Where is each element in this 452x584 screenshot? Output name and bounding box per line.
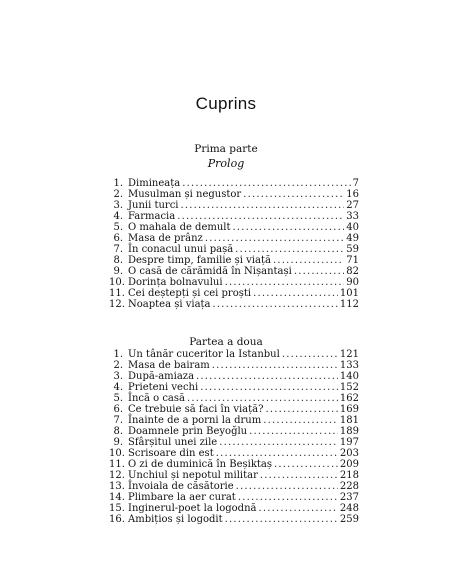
dot-leader — [205, 233, 344, 244]
toc-entry-page: 228 — [339, 481, 359, 492]
toc-entry-page: 189 — [339, 426, 359, 437]
toc-entry[interactable] — [109, 481, 359, 492]
toc-entry[interactable] — [109, 178, 359, 189]
toc-entry[interactable] — [109, 360, 359, 371]
toc-entry-page: 7 — [352, 178, 359, 189]
toc-entry-number: 3. — [113, 200, 123, 211]
toc-entry-number: 10. — [109, 448, 125, 459]
dot-leader — [187, 393, 338, 404]
toc-entry-label: Inginerul-poet la logodnă — [128, 503, 257, 514]
toc-entry[interactable] — [109, 448, 359, 459]
toc-entry[interactable] — [109, 222, 359, 233]
toc-entry-page: 49 — [346, 233, 359, 244]
toc-entry-number: 11. — [109, 459, 125, 470]
toc-entry-page: 82 — [346, 266, 359, 277]
toc-entry-label: O mahala de demult — [128, 222, 231, 233]
dot-leader — [294, 266, 344, 277]
toc-entry[interactable] — [109, 349, 359, 360]
toc-entry-page: 121 — [339, 349, 359, 360]
toc-entry-label: Învoiala de căsătorie — [128, 481, 234, 492]
toc-entry-page: 162 — [339, 393, 359, 404]
toc-entry[interactable] — [109, 211, 359, 222]
dot-leader — [182, 178, 350, 189]
toc-entry-number: 6. — [113, 233, 123, 244]
toc-entry-number: 8. — [113, 255, 123, 266]
toc-entry-number: 2. — [113, 360, 123, 371]
toc-entry-number: 1. — [113, 178, 123, 189]
toc-entry-page: 27 — [346, 200, 359, 211]
toc-entry[interactable] — [109, 288, 359, 299]
toc-entry-label: Masa de bairam — [128, 360, 210, 371]
toc-entry-label: Înainte de a porni la drum — [128, 415, 262, 426]
toc-entry[interactable] — [109, 255, 359, 266]
toc-entry-page: 237 — [339, 492, 359, 503]
toc-entry-label: Prieteni vechi — [128, 382, 199, 393]
dot-leader — [282, 349, 338, 360]
toc-entry-number: 1. — [113, 349, 123, 360]
toc-entry-label: Cei deștepți și cei proști — [128, 288, 252, 299]
toc-entry-page: 248 — [339, 503, 359, 514]
toc-entry[interactable] — [109, 244, 359, 255]
toc-entry-page: 140 — [339, 371, 359, 382]
dot-leader — [235, 244, 344, 255]
toc-entry-page: 203 — [339, 448, 359, 459]
toc-list-part-two — [109, 349, 359, 525]
toc-entry-label: Junii turci — [128, 200, 179, 211]
toc-entry-number: 3. — [113, 371, 123, 382]
dot-leader — [181, 200, 345, 211]
dot-leader — [258, 503, 337, 514]
dot-leader — [238, 492, 338, 503]
toc-entry[interactable] — [109, 404, 359, 415]
dot-leader — [219, 437, 338, 448]
toc-entry-number: 4. — [113, 382, 123, 393]
toc-entry-page: 59 — [346, 244, 359, 255]
toc-entry-page: 169 — [339, 404, 359, 415]
toc-entry[interactable] — [109, 189, 359, 200]
dot-leader — [236, 481, 338, 492]
toc-entry-number: 9. — [113, 437, 123, 448]
toc-entry-label: Masa de prânz — [128, 233, 203, 244]
toc-entry-page: 218 — [339, 470, 359, 481]
part-one-heading: Prima parte — [194, 143, 258, 155]
toc-entry[interactable] — [109, 277, 359, 288]
toc-entry[interactable] — [109, 299, 359, 310]
dot-leader — [177, 211, 344, 222]
toc-entry-number: 6. — [113, 404, 123, 415]
toc-entry-label: Scrisoare din est — [128, 448, 214, 459]
toc-entry-label: Dorința bolnavului — [128, 277, 223, 288]
toc-entry[interactable] — [109, 426, 359, 437]
toc-entry[interactable] — [109, 266, 359, 277]
toc-entry[interactable] — [109, 459, 359, 470]
toc-entry-page: 197 — [339, 437, 359, 448]
toc-entry[interactable] — [109, 382, 359, 393]
toc-entry-number: 12. — [109, 470, 125, 481]
toc-entry-label: Dimineața — [128, 178, 181, 189]
toc-entry-number: 7. — [113, 244, 123, 255]
toc-entry-label: Musulman și negustor — [128, 189, 242, 200]
part-two-heading: Partea a doua — [189, 336, 263, 348]
toc-entry[interactable] — [109, 393, 359, 404]
toc-entry-number: 5. — [113, 393, 123, 404]
toc-entry-page: 90 — [346, 277, 359, 288]
toc-entry[interactable] — [109, 437, 359, 448]
dot-leader — [274, 459, 338, 470]
toc-entry-page: 40 — [346, 222, 359, 233]
dot-leader — [212, 360, 338, 371]
toc-entry-label: O casă de cărămidă în Nișantași — [128, 266, 292, 277]
toc-entry-page: 209 — [339, 459, 359, 470]
toc-entry-label: Un tânăr cuceritor la Istanbul — [128, 349, 280, 360]
toc-entry-number: 11. — [109, 288, 125, 299]
toc-entry-label: Farmacia — [128, 211, 176, 222]
toc-entry-label: Încă o casă — [128, 393, 185, 404]
dot-leader — [243, 189, 344, 200]
dot-leader — [225, 514, 338, 525]
dot-leader — [253, 288, 338, 299]
toc-entry-number: 5. — [113, 222, 123, 233]
toc-entry[interactable] — [109, 371, 359, 382]
toc-entry-page: 71 — [346, 255, 359, 266]
dot-leader — [263, 415, 338, 426]
dot-leader — [216, 448, 338, 459]
toc-entry-number: 4. — [113, 211, 123, 222]
toc-entry-number: 2. — [113, 189, 123, 200]
toc-entry-label: Ambițios și logodit — [128, 514, 223, 525]
toc-entry-label: Ce trebuie să faci în viață? — [128, 404, 264, 415]
toc-entry-number: 9. — [113, 266, 123, 277]
page-title: Cuprins — [195, 94, 257, 113]
toc-entry-number: 7. — [113, 415, 123, 426]
toc-entry-label: Doamnele prin Beyoğlu — [128, 426, 248, 437]
toc-entry-number: 8. — [113, 426, 123, 437]
toc-entry-page: 181 — [339, 415, 359, 426]
toc-entry[interactable] — [109, 492, 359, 503]
toc-entry[interactable] — [109, 233, 359, 244]
toc-entry-page: 33 — [346, 211, 359, 222]
toc-entry-label: După-amiaza — [128, 371, 195, 382]
toc-entry-label: În conacul unui pașă — [128, 244, 234, 255]
toc-entry-number: 14. — [109, 492, 125, 503]
toc-entry[interactable] — [109, 470, 359, 481]
toc-entry-page: 16 — [346, 189, 359, 200]
toc-entry-page: 152 — [339, 382, 359, 393]
toc-entry-label: Despre timp, familie și viață — [128, 255, 271, 266]
dot-leader — [233, 222, 345, 233]
toc-entry-label: O zi de duminică în Beșiktaș — [128, 459, 273, 470]
toc-entry-label: Unchiul și nepotul militar — [128, 470, 258, 481]
dot-leader — [260, 470, 338, 481]
toc-entry[interactable] — [109, 503, 359, 514]
toc-entry-number: 15. — [109, 503, 125, 514]
toc-entry[interactable] — [109, 514, 359, 525]
toc-entry-page: 112 — [339, 299, 359, 310]
toc-entry[interactable] — [109, 200, 359, 211]
toc-entry-label: Sfârșitul unei zile — [128, 437, 218, 448]
dot-leader — [200, 382, 338, 393]
dot-leader — [225, 277, 345, 288]
toc-entry-number: 10. — [109, 277, 125, 288]
toc-entry-page: 259 — [339, 514, 359, 525]
toc-entry-number: 16. — [109, 514, 125, 525]
toc-entry-number: 13. — [109, 481, 125, 492]
toc-entry-label: Plimbare la aer curat — [128, 492, 236, 503]
dot-leader — [265, 404, 337, 415]
dot-leader — [249, 426, 338, 437]
dot-leader — [196, 371, 338, 382]
toc-entry-page: 101 — [339, 288, 359, 299]
part-one-subheading: Prolog — [207, 157, 245, 170]
dot-leader — [273, 255, 344, 266]
toc-entry-page: 133 — [339, 360, 359, 371]
toc-list-part-one — [109, 178, 359, 310]
dot-leader — [213, 299, 338, 310]
toc-entry-number: 12. — [109, 299, 125, 310]
toc-entry[interactable] — [109, 415, 359, 426]
toc-entry-label: Noaptea și viața — [128, 299, 211, 310]
